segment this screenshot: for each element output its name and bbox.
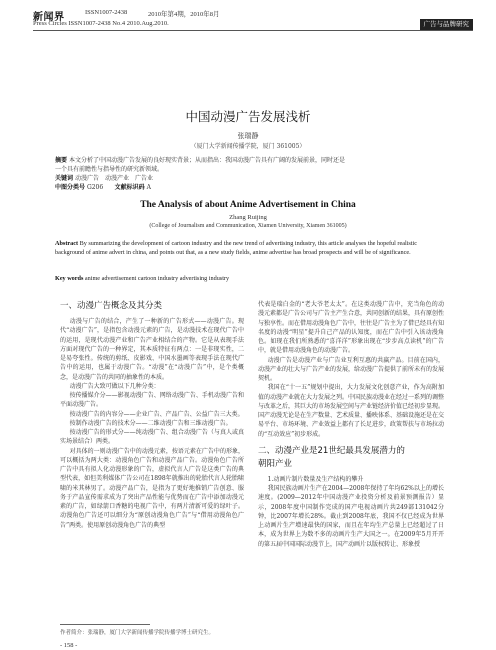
abstract-text-line1: 本文分析了中国动漫广告发展的良好现实背景；从而指出：我国动漫广告具有广阔的发展前景，同时还是 bbox=[68, 157, 345, 164]
paragraph: 动漫广告大致可做以下几种分类： bbox=[69, 382, 160, 390]
author-footnote: 作者简介：张瑞静，厦门大学新闻传播学院传播学博士研究生。 bbox=[60, 630, 215, 636]
journal-issue: 2010年第4期，2010年8月 bbox=[148, 11, 220, 18]
clc-label: 中图分类号 bbox=[55, 184, 86, 191]
section-heading-2-line1: 二、动漫产业是21世纪最具发展潜力的 bbox=[258, 445, 405, 456]
page-number: - 158 - bbox=[60, 642, 78, 649]
article-author: 张瑞静 bbox=[237, 132, 259, 140]
paragraph: 按传播媒介分——影视动漫广告、网络动漫广告、手机动漫广告和平面动漫广告。 bbox=[60, 392, 244, 409]
paragraph: 对具体的一则动漫广告中的动漫元素，按语元素在广告中的形象，可以概括为两大类：动漫角色广告和动漫产品广告。动漫角色广告所广告中具有拟人化动漫形象的广告，虚拟代言人广告是这类广告的典型代表，如但美利媒体广告公司在1898年就推出的轮胎代言人轮胎啸啸的米其林男了。动漫产品广告，是指为了更好地推销广告创意、服务于产品宣传需求成为了突出产品性能与优势而在广告中添加动漫元素的广告，如绿箭口香糖的电视广告中，有两片清新可爱的绿叶子。动漫角色广告还可以细分为“原创动漫角色广告”与“借用动漫角色广告”两类。使用原创动漫角色广告的典型 bbox=[60, 447, 244, 529]
keywords-row bbox=[55, 174, 445, 183]
left-column bbox=[60, 300, 244, 530]
clc-code: G206 bbox=[86, 184, 104, 191]
english-abstract-label: Abstract bbox=[55, 240, 79, 247]
paragraph: 动漫与广告的结合，产生了一种新的广告形式——动漫广告。现代“动漫广告”，是指包含动漫元素的广告，是动漫技术在现代广告中的运用，是现代动漫产业和广告产业相结合的产物。它是从表现手法方面对现代广告的一种界定，其本质特征有两点：一是非现实性，二是易夸张性。传统的剪纸、皮影戏、中国水墨画等表现手法在现代广告中的运用，也属于动漫广告。“动漫”在“动漫广告”中，是个类概念，是动漫广告的共同的抽象性的本质。 bbox=[60, 318, 244, 381]
english-abstract bbox=[55, 240, 445, 257]
paragraph: 按动漫广告的内容分——企业广告、产品广告、公益广告三大类。 bbox=[69, 410, 244, 418]
english-title: The Analysis of about Anime Advertisement in China bbox=[140, 200, 356, 210]
paragraph: 我国在“十一五”规划中提出，大力发展文化创意产业，作为高附加值的动漫产业就在大力发展之列。中国民族动漫业在经过一系列的调整与改革之后，其巨大的市场发展空间与产业链经济价值已经初步显现。国产动漫无论是在生产数量、艺术质量、播映体系、基础设施还是在交易平台、市场环境、产业效益上都有了长足进步，政策帮扶与市场拉动的“互动效应”初步形成。 bbox=[258, 384, 445, 438]
paragraph: 我国民族动画片生产在2004—2008年保持了年均62%以上的增长速度。(2009—2012年中国动漫产业投资分析及前景预测报告）显示，2008年度中国制作完成的国产电视动画片共249部131042分钟，比2007年增长28%。截止到2008年底，我国不仅已经成为世界上动画片生产增速最快的国家，而且在年均生产总量上已经超过了日本，成为世界上为数不多的动画片生产大国之一。在2009年5月开开的第五届中国国际动漫节上，国产动画片以版权转让、形象授 bbox=[258, 485, 444, 548]
chinese-abstract bbox=[55, 156, 445, 192]
header-rule bbox=[33, 30, 473, 31]
section-heading-2-line2: 朝阳产业 bbox=[258, 458, 293, 469]
section-tag: 广告与品牌研究 bbox=[420, 19, 474, 30]
article-affiliation: （厦门大学新闻传播学院，厦门 361005） bbox=[190, 143, 306, 150]
abstract-row-2 bbox=[55, 165, 445, 174]
english-affiliation: (College of Journalism and Communication, Xiamen University, Xiamen 361005) bbox=[149, 223, 347, 229]
english-keywords-text: anime advertisement cartoon industry advertising industry bbox=[84, 275, 230, 282]
abstract-label: 摘要 bbox=[55, 157, 68, 164]
paragraph: 按制作动漫广告的技术分——二维动漫广告和三维动漫广告。 bbox=[69, 419, 232, 427]
english-keywords bbox=[55, 275, 445, 282]
right-column bbox=[258, 300, 444, 549]
english-keywords-label: Key words bbox=[55, 275, 84, 282]
english-abstract-text: By summarizing the development of cartoon industry and the new trend of advertising industry, this article analyses the hopeful realistic background of anime advert in china, and points out that, as a new study fields, anime advertise has broad prospects and will be of significance. bbox=[55, 240, 417, 256]
article-title: 中国动漫广告发展浅析 bbox=[185, 109, 311, 124]
paragraph: 动漫广告是动漫产业与广告业互利互惠的共赢产品。目前在国内，动漫产业的壮大与广告产业的发展，给动漫广告提供了前所未有的发展契机。 bbox=[258, 356, 445, 382]
press-line: Press Circles ISSN1007-2438 No.4 2010.Aug.2010. bbox=[33, 20, 169, 27]
doc-code-label: 文献标识码 bbox=[114, 184, 145, 191]
journal-header bbox=[33, 8, 473, 32]
journal-logo: 新闻界 bbox=[33, 12, 65, 23]
classification-row bbox=[55, 183, 445, 192]
subsection-heading: 1.动画片制片数量及生产结构的攀升 bbox=[267, 475, 364, 483]
section-heading-2 bbox=[258, 445, 444, 471]
journal-issn: ISSN1007-2438 bbox=[85, 9, 128, 16]
section-heading-1: 一、动漫广告概念及其分类 bbox=[60, 301, 163, 311]
paragraph: 代表是瑞白金的“老大爷老太太”。在这类动漫广告中，充当角色的动漫元素都是广告公司与广告主产生合意，共同创新的结果，具有原创性与独享性。而在借用动漫角色广告中，往往是广告主为了借已经具有知名度的动漫“明星”提升自己产品的认知度，而在广告中引入该动漫角色。如现在我们所熟悉的“喜洋洋”形象出现在“步步高点读机”的广告中，就是借用动漫角色的动漫广告。 bbox=[258, 301, 445, 355]
paragraph: 按动漫广告的形式分——纯动漫广告、组合动漫广告（与真人或真实场景结合）两类。 bbox=[60, 429, 244, 446]
doc-code: A bbox=[146, 184, 151, 191]
footnote-rule bbox=[60, 624, 150, 625]
abstract-text-line2: 一个具有前瞻性与指导性的研究新领域。 bbox=[55, 166, 164, 173]
keywords-text: 动漫广告 动漫产业 广告业 bbox=[74, 175, 153, 182]
abstract-row bbox=[55, 156, 445, 165]
english-author: Zhang Ruijing bbox=[229, 214, 267, 221]
keywords-label: 关键词 bbox=[55, 175, 74, 182]
